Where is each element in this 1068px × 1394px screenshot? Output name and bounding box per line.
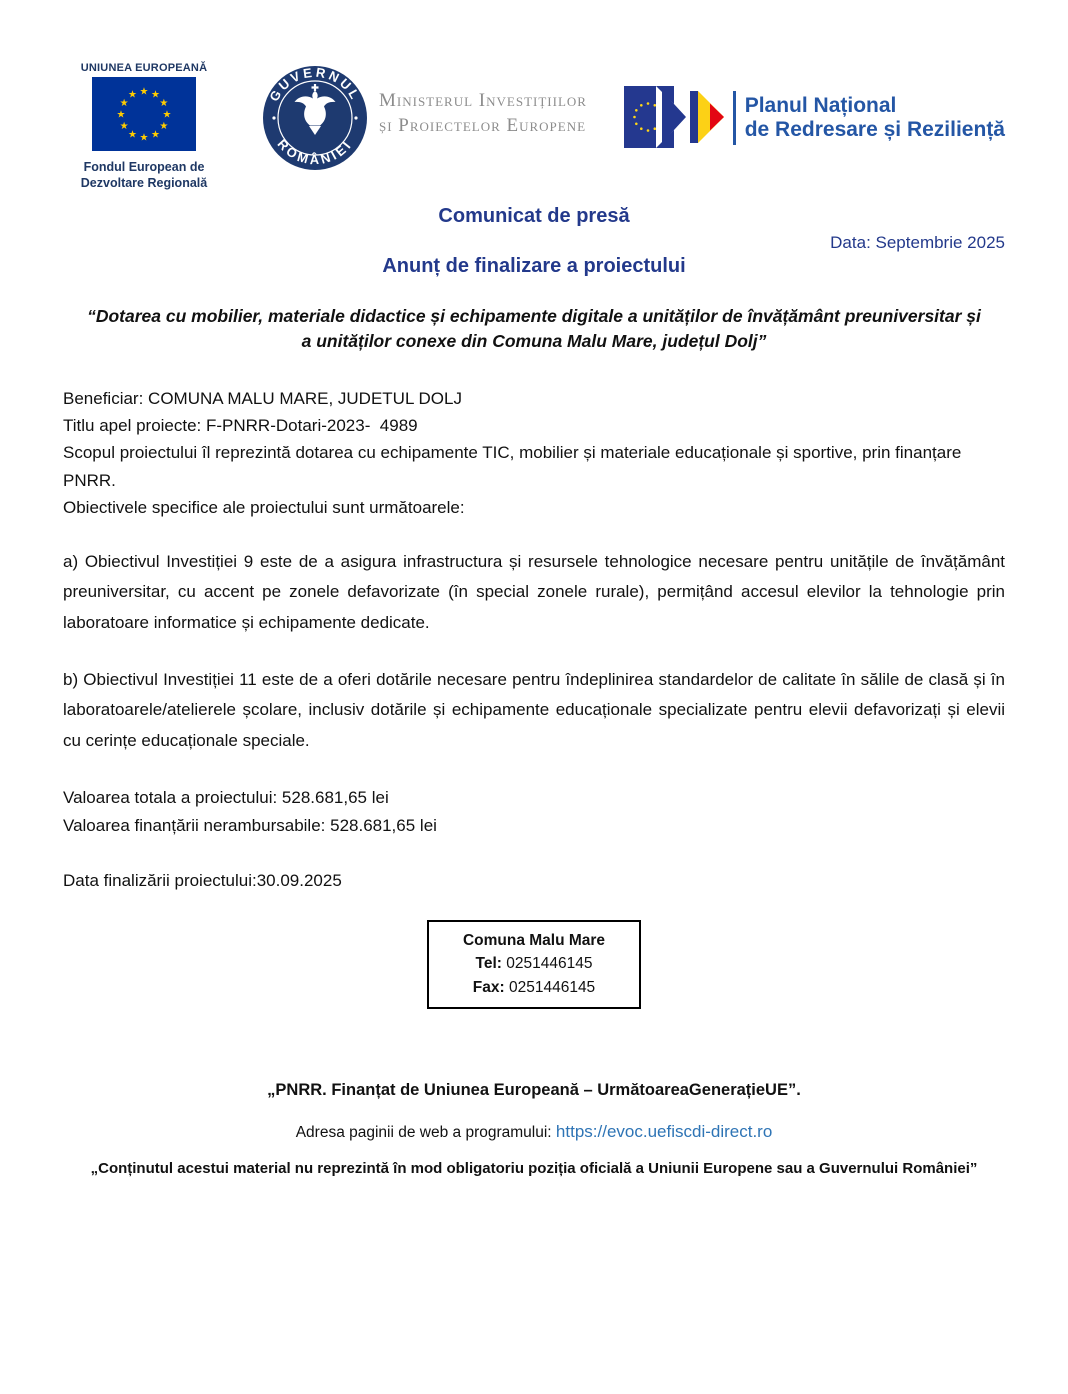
- svg-text:★: ★: [128, 89, 137, 101]
- page-title: Comunicat de presă: [438, 205, 630, 228]
- svg-text:★: ★: [151, 89, 160, 101]
- svg-text:★: ★: [128, 129, 137, 141]
- contact-box: [427, 920, 641, 1009]
- contact-tel-line: [433, 952, 635, 975]
- project-title-quote: “Dotarea cu mobilier, materiale didactice și echipamente digitale a unităților de învățământ preuniversitar și a unităților conexe din Comuna Malu Mare, județul Dolj”: [87, 306, 981, 352]
- body-text: [63, 385, 1005, 894]
- total-value-line: Valoarea totala a proiectului: 528.681,65 lei: [63, 788, 389, 808]
- gov-seal-block: [261, 64, 369, 177]
- call-title-line: Titlu apel proiecte: F-PNRR-Dotari-2023- 4989: [63, 416, 418, 436]
- svg-text:★: ★: [162, 109, 172, 121]
- eu-flag-icon: [92, 77, 196, 151]
- ministry-name: [379, 88, 587, 138]
- program-web-link[interactable]: https://evoc.uefiscdi-direct.ro: [555, 1121, 773, 1141]
- eu-label-top: UNIUNEA EUROPEANĂ: [80, 62, 208, 74]
- svg-text:★: ★: [139, 86, 149, 98]
- svg-text:★: ★: [119, 121, 129, 132]
- spacer: [63, 521, 1005, 547]
- tel-label: Tel:: [475, 955, 502, 973]
- ministry-line1: Ministerul Investițiilor: [379, 90, 587, 111]
- contact-fax-line: [433, 976, 635, 999]
- pnrr-separator: [733, 91, 736, 145]
- disclaimer-line: „Conținutul acestui material nu reprezintă în mod obligatoriu poziția oficială a Uniunii Europene sau a Guvernului României”: [90, 1159, 978, 1177]
- svg-text:★: ★: [151, 129, 160, 141]
- government-seal-icon: [261, 64, 369, 172]
- fax-label: Fax:: [472, 978, 505, 996]
- announcement-subtitle: Anunț de finalizare a proiectului: [382, 255, 686, 278]
- objective-b-paragraph: b) Obiectivul Investiției 11 este de a oferi dotările necesare pentru îndeplinirea standardelor de calitate în sălile de clasă și în laboratoarele/atelierele școlare, inclusiv dotările și echipamente educaționale specializate pentru elevii defavorizați și elevii cu cerințe educaționale speciale.: [63, 669, 1005, 750]
- end-date-line: Data finalizării proiectului:30.09.2025: [63, 870, 342, 890]
- beneficiary-line: Beneficiar: COMUNA MALU MARE, JUDETUL DOLJ: [63, 388, 462, 408]
- date-line: Data: Septembrie 2025: [830, 233, 1005, 253]
- web-label: Adresa paginii de web a programului:: [295, 1123, 556, 1141]
- svg-text:★: ★: [159, 98, 169, 109]
- svg-text:★: ★: [119, 98, 129, 109]
- svg-text:★: ★: [116, 109, 126, 121]
- pnrr-title: [745, 94, 1005, 141]
- scope-line: Scopul proiectului îl reprezintă dotarea cu echipamente TIC, mobilier și materiale educaționale și sportive, prin finanțare PNRR.: [63, 443, 962, 490]
- seal-arc-bottom-text: ROMÂNIEI: [274, 136, 356, 168]
- svg-text:★: ★: [139, 132, 149, 144]
- pnrr-title-line1: Planul Național: [744, 94, 897, 118]
- fax-number: 0251446145: [504, 978, 596, 996]
- tel-number: 0251446145: [501, 955, 593, 973]
- spacer: [63, 756, 1005, 784]
- program-web-line: [63, 1122, 1005, 1142]
- pnrr-title-line2: de Redresare și Reziliență: [744, 118, 1005, 141]
- contact-name: Comuna Malu Mare: [462, 932, 606, 949]
- eu-label-bottom: Fondul European de Dezvoltare Regională: [80, 160, 208, 190]
- pnrr-funding-line: „PNRR. Finanțat de Uniunea Europeană – UrmătoareaGenerațieUE”.: [267, 1080, 801, 1099]
- spacer: [63, 639, 1005, 665]
- pnrr-logo-block: [624, 86, 1005, 150]
- spacer: [63, 839, 1005, 867]
- grant-value-line: Valoarea finanțării nerambursabile: 528.681,65 lei: [63, 815, 437, 835]
- objective-a-paragraph: a) Obiectivul Investiției 9 este de a asigura infrastructura și resursele tehnologice necesare pentru unitățile de învățământ preuniversitar, cu accent pe zonele defavorizate (în special zonele rurale), permițând accesul elevilor la tehnologie prin laboratoare informatice și echipamente dedicate.: [63, 551, 1005, 633]
- ministry-line2: și Proiectelor Europene: [379, 115, 587, 137]
- header-logos: [63, 62, 1005, 191]
- objectives-intro-line: Obiectivele specifice ale proiectului sunt următoarele:: [63, 497, 465, 517]
- seal-arc-top-text: GUVERNUL: [266, 64, 364, 104]
- pnrr-logo-icon: [624, 86, 726, 150]
- svg-text:★: ★: [159, 121, 169, 132]
- eu-logo-block: [71, 62, 217, 191]
